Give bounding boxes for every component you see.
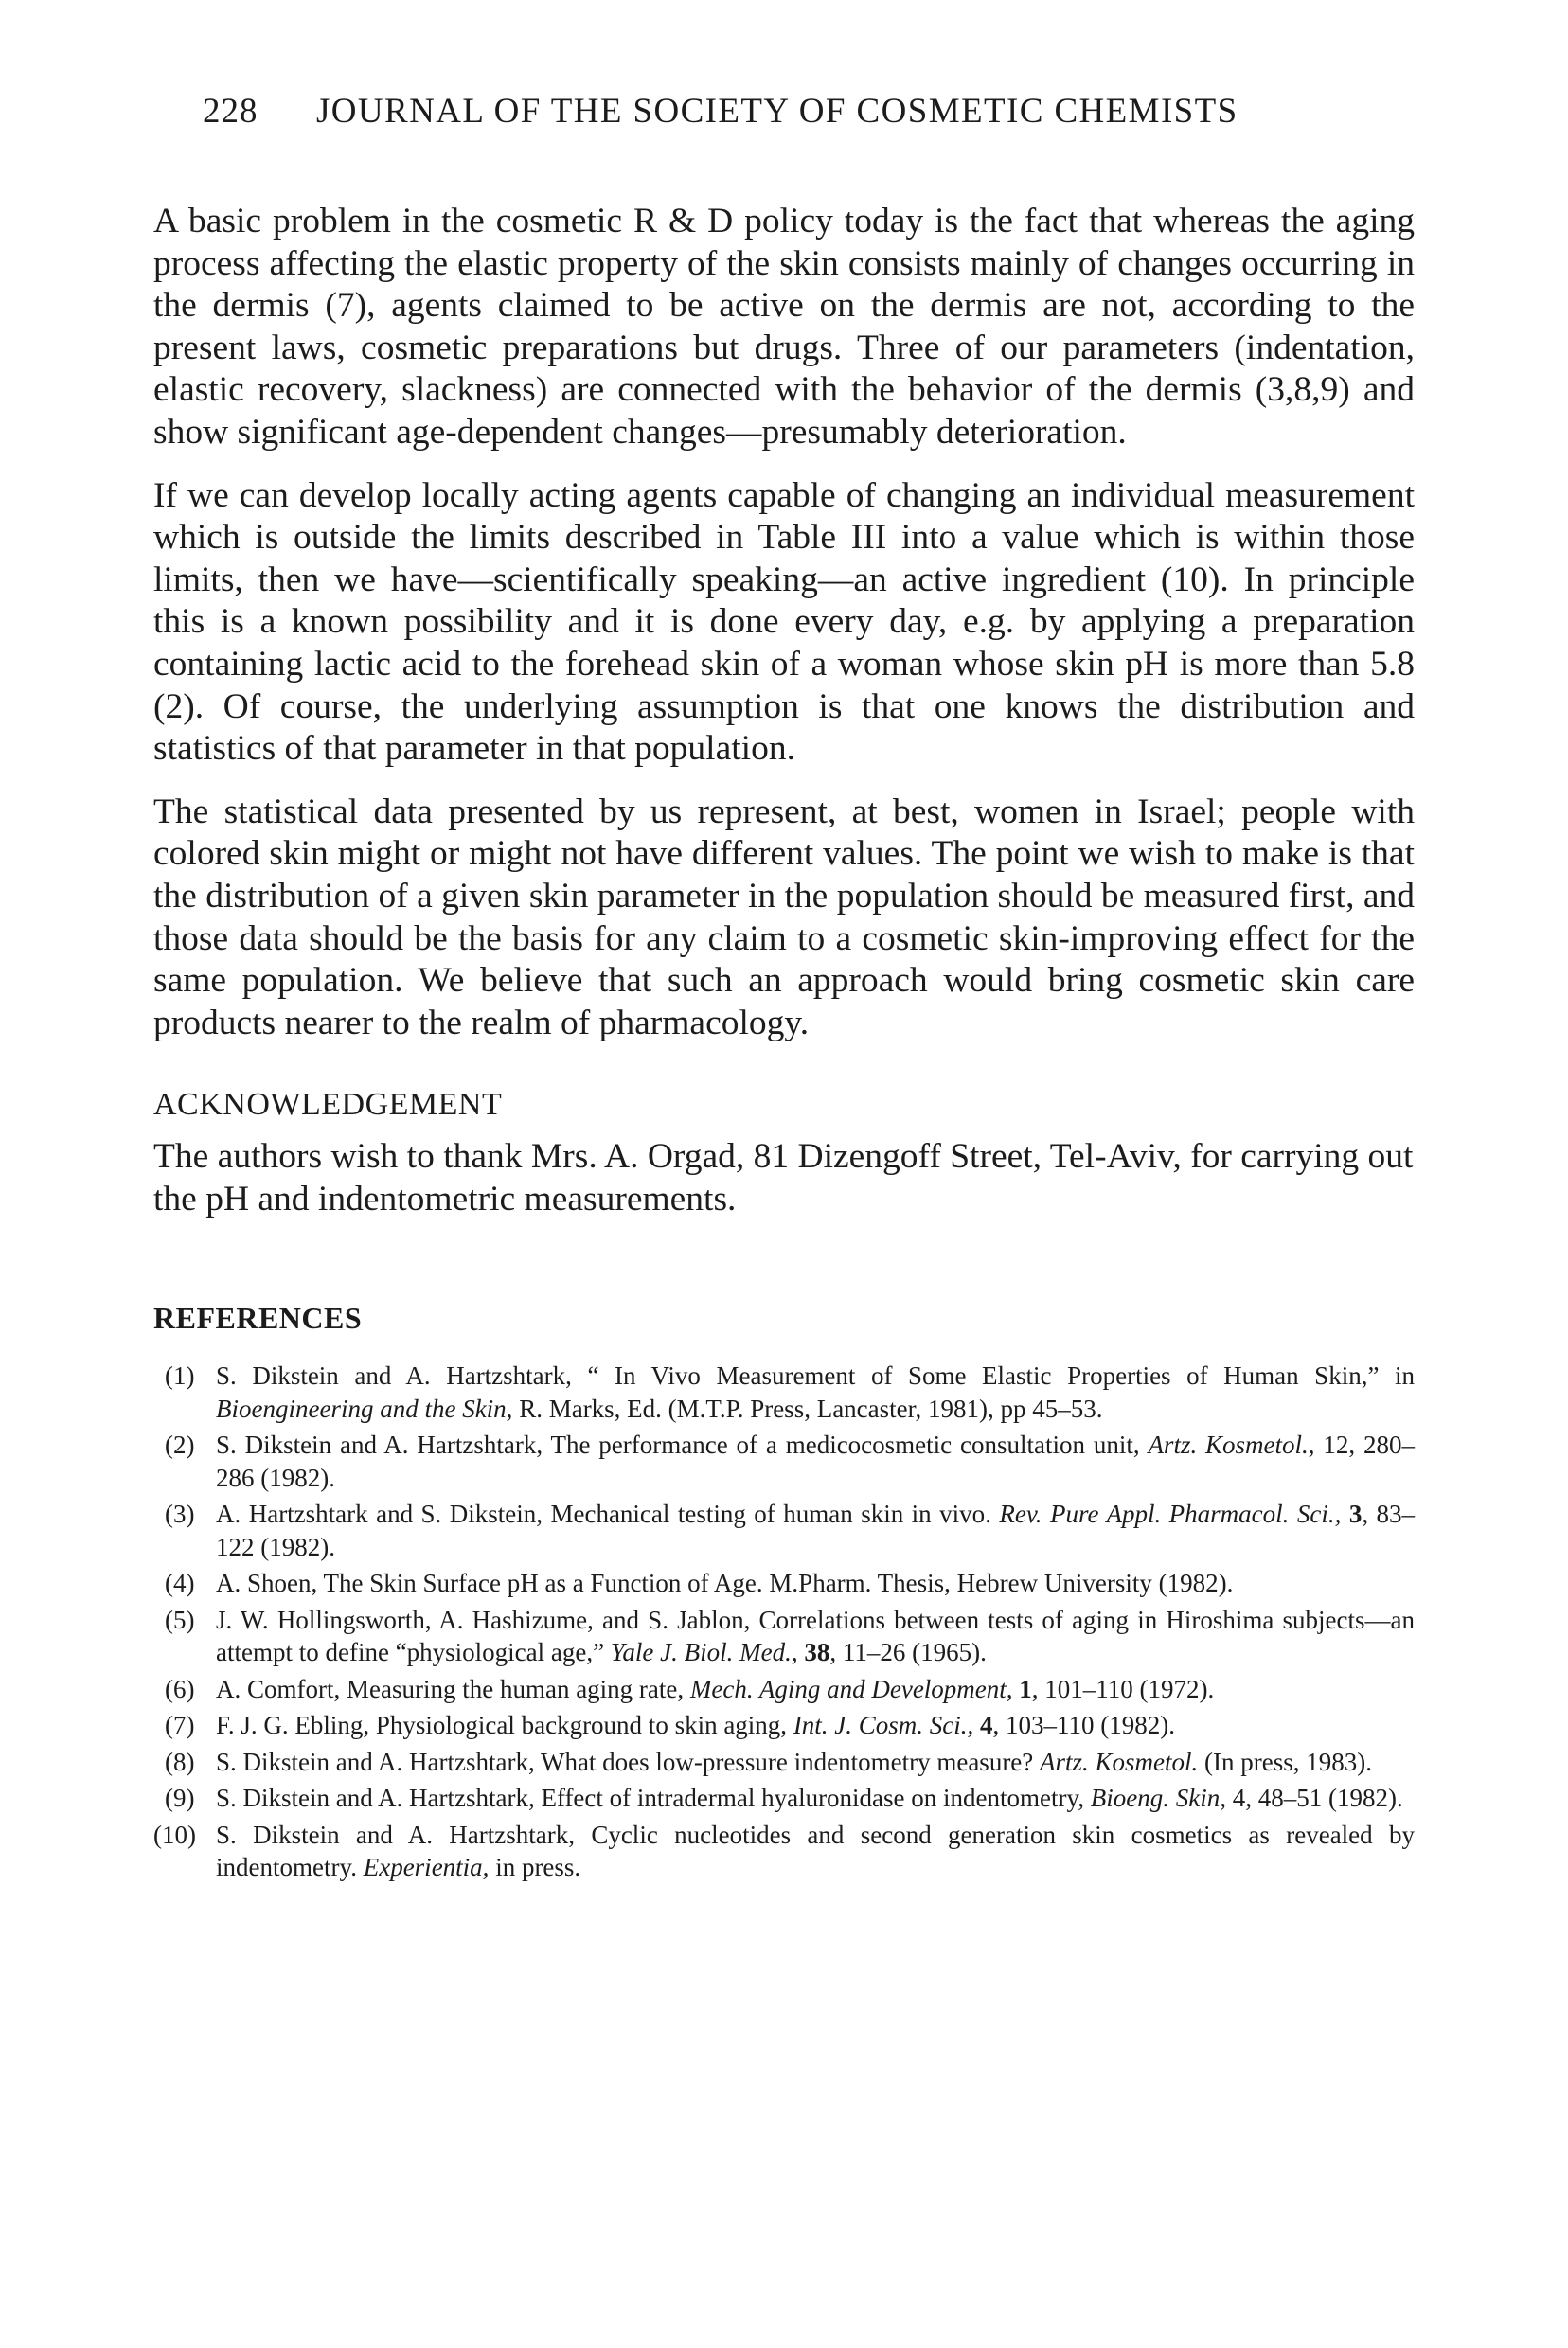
reference-text: A. Shoen, The Skin Surface pH as a Function of Age. M.Pharm. Thesis, Hebrew University (1982). xyxy=(216,1569,1234,1597)
reference-source: Rev. Pure Appl. Pharmacol. Sci., xyxy=(999,1500,1342,1528)
reference-text: , 83–122 (1982). xyxy=(216,1500,1416,1561)
reference-item xyxy=(153,1360,1415,1425)
reference-text: S. Dikstein and A. Hartzshtark, Effect of intradermal hyaluronidase on indentometry, xyxy=(216,1784,1091,1812)
acknowledgement-text: The authors wish to thank Mrs. A. Orgad, 81 Dizengoff Street, Tel-Aviv, for carrying out the pH and indentometric measurements. xyxy=(153,1137,1414,1218)
reference-volume: 1 xyxy=(1019,1674,1032,1703)
reference-source: Mech. Aging and Development, xyxy=(689,1674,1013,1703)
reference-volume: 38 xyxy=(804,1638,830,1666)
reference-volume: 4 xyxy=(980,1711,993,1739)
reference-source: Artz. Kosmetol. xyxy=(1040,1747,1199,1776)
reference-text: F. J. G. Ebling, Physiological background to skin aging, xyxy=(216,1711,793,1739)
reference-source: Bioengineering and the Skin, xyxy=(216,1394,513,1423)
reference-source: Artz. Kosmetol., xyxy=(1148,1431,1315,1459)
reference-number: (8) xyxy=(165,1747,195,1776)
paragraph: A basic problem in the cosmetic R & D policy today is the fact that whereas the aging process affecting the elastic property of the skin consists mainly of changes occurring in the dermis (7), agents claimed to be active on the dermis are not, according to the present laws, cosmetic preparations but drugs. Three of our parameters (indentation, elastic recovery, slackness) are connected with the behavior of the dermis (3,8,9) and show significant age-dependent changes—presumably deterioration. xyxy=(153,202,1415,452)
reference-number: (6) xyxy=(165,1674,195,1703)
paragraph: The statistical data presented by us represent, at best, women in Israel; people with colored skin might or might not have different values. The point we wish to make is that the distribution of a given skin parameter in the population should be measured first, and those data should be the basis for any claim to a cosmetic skin-improving effect for the same population. We believe that such an approach would bring cosmetic skin care products nearer to the realm of pharmacology. xyxy=(153,792,1415,1042)
reference-text: S. Dikstein and A. Hartzshtark, What does low-pressure indentometry measure? xyxy=(216,1747,1041,1776)
reference-source: Yale J. Biol. Med., xyxy=(610,1638,798,1666)
reference-text: (In press, 1983). xyxy=(1198,1747,1373,1776)
reference-volume: 12 xyxy=(1323,1431,1349,1459)
reference-text: A. Comfort, Measuring the human aging rate, xyxy=(216,1674,690,1703)
reference-number: (1) xyxy=(165,1361,195,1390)
reference-number: (2) xyxy=(165,1431,195,1459)
reference-text: , 48–51 (1982). xyxy=(1245,1784,1403,1812)
acknowledgement-heading: ACKNOWLEDGEMENT xyxy=(153,1087,503,1122)
reference-text: , 11–26 (1965). xyxy=(829,1638,987,1666)
reference-number: (7) xyxy=(165,1711,195,1739)
reference-source: Experientia, xyxy=(363,1853,490,1881)
reference-volume: 4 xyxy=(1232,1784,1246,1812)
paragraph: If we can develop locally acting agents capable of changing an individual measurement which is outside the limits described in Table III into a value which is within those limits, then we have—scientifically speaking—an active ingredient (10). In principle this is a known possibility and it is done every day, e.g. by applying a preparation containing lactic acid to the forehead skin of a woman whose skin pH is more than 5.8 (2). Of course, the underlying assumption is that one knows the distribution and statistics of that parameter in that population. xyxy=(153,475,1415,769)
reference-text: in press. xyxy=(489,1853,581,1881)
running-head xyxy=(203,91,1434,132)
reference-item xyxy=(153,1673,1415,1706)
reference-number: (9) xyxy=(165,1784,195,1812)
reference-text: S. Dikstein and A. Hartzshtark, “ In Vivo Measurement of Some Elastic Properties of Human Skin,” in xyxy=(216,1361,1415,1390)
reference-number: (3) xyxy=(165,1500,195,1528)
reference-list xyxy=(153,1360,1415,1888)
reference-text: S. Dikstein and A. Hartzshtark, The performance of a medicocosmetic consultation unit, xyxy=(216,1431,1149,1459)
body-text xyxy=(153,201,1415,1065)
reference-source: Int. J. Cosm. Sci., xyxy=(793,1711,974,1739)
reference-item xyxy=(153,1819,1415,1884)
reference-text: , 101–110 (1972). xyxy=(1031,1674,1215,1703)
references-heading: REFERENCES xyxy=(153,1301,363,1335)
reference-number: (10) xyxy=(153,1820,196,1849)
reference-volume: 3 xyxy=(1348,1500,1363,1528)
page-number: 228 xyxy=(203,92,258,131)
reference-text: A. Hartzshtark and S. Dikstein, Mechanical testing of human skin in vivo. xyxy=(216,1500,1000,1528)
reference-text: J. W. Hollingsworth, A. Hashizume, and S. Jablon, Correlations between tests of aging in Hiroshima subjects—an attempt to define “physiological age,” xyxy=(216,1605,1415,1666)
reference-item xyxy=(153,1604,1415,1669)
reference-text: R. Marks, Ed. (M.T.P. Press, Lancaster, 1981), pp 45–53. xyxy=(512,1394,1103,1423)
reference-text: , 280–286 (1982). xyxy=(216,1431,1416,1492)
reference-text: S. Dikstein and A. Hartzshtark, Cyclic nucleotides and second generation skin cosmetics as revealed by indentometry. xyxy=(216,1820,1415,1881)
reference-item xyxy=(153,1746,1415,1779)
reference-item xyxy=(153,1709,1415,1742)
reference-item xyxy=(153,1498,1415,1563)
journal-title: JOURNAL OF THE SOCIETY OF COSMETIC CHEMISTS xyxy=(316,92,1238,131)
reference-text: , 103–110 (1982). xyxy=(992,1711,1176,1739)
reference-number: (5) xyxy=(165,1605,195,1634)
reference-item xyxy=(153,1782,1415,1815)
reference-source: Bioeng. Skin, xyxy=(1090,1784,1226,1812)
reference-item xyxy=(153,1567,1415,1600)
reference-number: (4) xyxy=(165,1569,195,1597)
reference-item xyxy=(153,1429,1415,1494)
